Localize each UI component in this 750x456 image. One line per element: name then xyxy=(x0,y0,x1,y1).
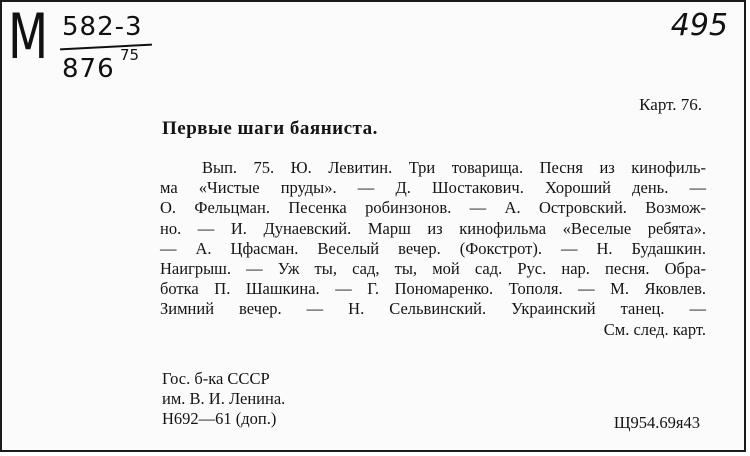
library-line: Гос. б-ка СССР xyxy=(162,369,270,388)
body-line-continued: См. след. карт. xyxy=(603,319,706,339)
body-line: Вып. 75. Ю. Левитин. Три товарища. Песня из кинофиль- xyxy=(202,158,706,177)
body-line: но. — И. Дунаевский. Марш из кинофильма «Веселые ребята». xyxy=(160,218,706,238)
handwritten-corner-number: 495 xyxy=(670,8,728,43)
card-label: Карт. 76. xyxy=(639,95,702,114)
body-line: Наигрыш. — Уж ты, сад, ты, мой сад. Рус. нар. песня. Обра- xyxy=(160,259,706,279)
handwritten-superscript: 75 xyxy=(120,46,140,64)
library-info xyxy=(162,369,285,429)
body-line: Зимний вечер. — Н. Сельвинский. Украинский танец. — xyxy=(160,299,706,319)
handwritten-subcode: 876 xyxy=(62,54,115,84)
body-line: О. Фельцман. Песенка робинзонов. — А. Островский. Возмож- xyxy=(160,198,706,218)
handwritten-code: 582-3 xyxy=(62,12,143,42)
library-line: Н692—61 (доп.) xyxy=(162,409,277,428)
card-body xyxy=(160,158,706,340)
catalog-code: Щ954.69я43 xyxy=(613,413,700,432)
body-line: ботка П. Шашкина. — Г. Пономаренко. Тополя. — М. Яковлев. xyxy=(160,279,706,299)
body-line: ма «Чистые пруды». — Д. Шостакович. Хороший день. — xyxy=(160,178,706,198)
handwritten-letter: M xyxy=(8,0,49,73)
body-line: — А. Цфасман. Веселый вечер. (Фокстрот). — Н. Будашкин. xyxy=(160,238,706,258)
library-line: им. В. И. Ленина. xyxy=(162,389,286,408)
card-title: Первые шаги баяниста. xyxy=(162,118,378,139)
